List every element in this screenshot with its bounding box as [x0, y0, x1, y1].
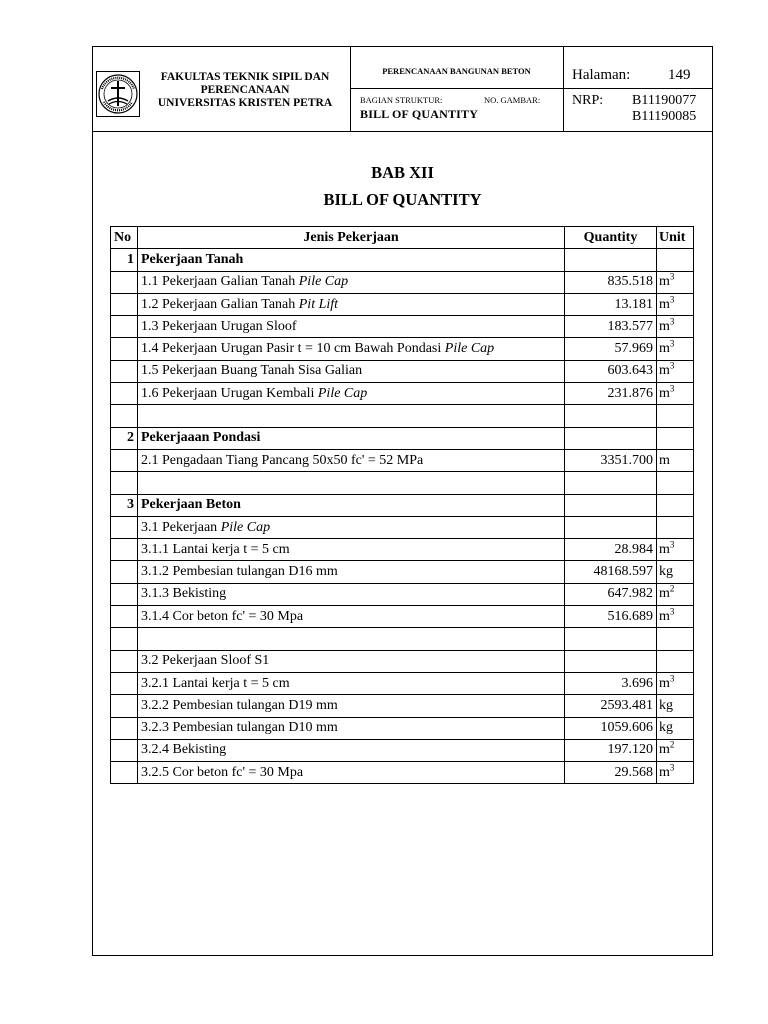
job-text-italic: Pit Lift	[298, 296, 339, 312]
row-number	[111, 405, 138, 427]
row-number	[111, 472, 138, 494]
unit-value	[656, 405, 693, 427]
job-text: 1.2 Pekerjaan Galian Tanah	[140, 296, 299, 312]
job-description	[137, 583, 564, 605]
unit-text: kg	[658, 564, 673, 580]
job-text: 1.6 Pekerjaan Urugan Kembali	[140, 385, 318, 401]
unit-text: kg	[658, 697, 673, 713]
halaman-label: Halaman:	[572, 67, 631, 83]
quantity-value: 29.568	[565, 762, 657, 784]
university-seal-logo	[96, 71, 140, 117]
job-description	[137, 516, 564, 538]
row-number	[111, 271, 138, 293]
page-number: 149	[668, 67, 691, 83]
quantity-value: 28.984	[565, 539, 657, 561]
job-description	[137, 672, 564, 694]
table-row	[111, 360, 694, 382]
row-number	[111, 717, 138, 739]
job-description	[137, 695, 564, 717]
unit-text: m	[658, 452, 670, 468]
job-description	[137, 360, 564, 382]
unit-text: m	[658, 586, 670, 602]
quantity-value: 603.643	[565, 360, 657, 382]
row-number	[111, 606, 138, 628]
unit-value	[656, 606, 693, 628]
unit-value	[656, 383, 693, 405]
job-description	[137, 427, 564, 449]
unit-value	[656, 360, 693, 382]
job-description	[137, 494, 564, 516]
job-text: 3.2.4 Bekisting	[140, 742, 227, 758]
job-description	[137, 739, 564, 761]
job-text: Pekerjaaan Pondasi	[140, 430, 261, 446]
institution-line-1: FAKULTAS TEKNIK SIPIL DAN	[160, 71, 330, 83]
row-number	[111, 316, 138, 338]
nrp-value-1: B11190077	[632, 93, 697, 108]
col-header-unit: Unit	[656, 227, 693, 249]
table-body	[111, 249, 694, 784]
table-row	[111, 739, 694, 761]
unit-value	[656, 249, 693, 271]
job-text: 1.5 Pekerjaan Buang Tanah Sisa Galian	[140, 363, 363, 379]
unit-text: m	[658, 764, 670, 780]
table-row	[111, 628, 694, 650]
unit-exponent: 3	[669, 360, 675, 371]
nrp-label: NRP:	[572, 93, 604, 108]
quantity-value	[565, 628, 657, 650]
col-header-job: Jenis Pekerjaan	[137, 227, 564, 249]
unit-text: m	[658, 385, 670, 401]
unit-value	[656, 271, 693, 293]
job-description	[137, 405, 564, 427]
quantity-value: 197.120	[565, 739, 657, 761]
unit-value	[656, 628, 693, 650]
quantity-value: 516.689	[565, 606, 657, 628]
unit-text: m	[658, 341, 670, 357]
unit-value	[656, 539, 693, 561]
row-number	[111, 695, 138, 717]
job-description	[137, 249, 564, 271]
unit-value	[656, 650, 693, 672]
table-row	[111, 717, 694, 739]
table-row	[111, 316, 694, 338]
quantity-value: 3351.700	[565, 449, 657, 471]
job-text: 3.2.3 Pembesian tulangan D10 mm	[140, 720, 338, 736]
job-description	[137, 539, 564, 561]
unit-text: kg	[658, 720, 673, 736]
unit-text: m	[658, 675, 670, 691]
job-description	[137, 606, 564, 628]
header-divider	[350, 88, 713, 89]
job-text: 3.1.1 Lantai kerja t = 5 cm	[140, 541, 290, 557]
job-text: 3.2 Pekerjaan Sloof S1	[140, 653, 270, 669]
unit-text: m	[658, 541, 670, 557]
table-row	[111, 539, 694, 561]
table-row	[111, 293, 694, 315]
quantity-value: 48168.597	[565, 561, 657, 583]
unit-exponent: 2	[669, 583, 675, 594]
row-number	[111, 650, 138, 672]
job-text: 2.1 Pengadaan Tiang Pancang 50x50 fc' = 52 MPa	[140, 452, 424, 468]
unit-value	[656, 316, 693, 338]
row-number	[111, 628, 138, 650]
job-description	[137, 449, 564, 471]
table-row	[111, 427, 694, 449]
table-row	[111, 472, 694, 494]
job-description	[137, 316, 564, 338]
quantity-value	[565, 249, 657, 271]
chapter-number: BAB XII	[371, 163, 434, 182]
job-text: 3.1.4 Cor beton fc' = 30 Mpa	[140, 608, 304, 624]
unit-exponent: 3	[669, 672, 675, 683]
unit-value	[656, 695, 693, 717]
job-text: Pekerjaan Tanah	[140, 251, 244, 267]
job-text-italic: Pile Cap	[444, 341, 495, 357]
table-row	[111, 494, 694, 516]
job-text: 3.2.1 Lantai kerja t = 5 cm	[140, 675, 290, 691]
row-number	[111, 561, 138, 583]
job-description	[137, 472, 564, 494]
institution-line-3: UNIVERSITAS KRISTEN PETRA	[157, 97, 333, 109]
unit-exponent: 2	[669, 739, 675, 750]
quantity-value: 835.518	[565, 271, 657, 293]
table-row	[111, 383, 694, 405]
job-description	[137, 762, 564, 784]
col-header-no: No	[111, 227, 138, 249]
row-number	[111, 739, 138, 761]
table-row	[111, 606, 694, 628]
job-description	[137, 293, 564, 315]
bagian-label: BAGIAN STRUKTUR:	[360, 95, 443, 105]
table-row	[111, 449, 694, 471]
job-description	[137, 561, 564, 583]
row-number: 1	[111, 249, 138, 271]
unit-value	[656, 717, 693, 739]
no-gambar-label: NO. GAMBAR:	[484, 95, 541, 105]
unit-value	[656, 561, 693, 583]
job-description	[137, 717, 564, 739]
quantity-value: 647.982	[565, 583, 657, 605]
unit-value	[656, 583, 693, 605]
quantity-value	[565, 650, 657, 672]
row-number	[111, 449, 138, 471]
job-text: Pekerjaan Beton	[140, 497, 241, 513]
header-separator	[92, 131, 713, 132]
quantity-value: 3.696	[565, 672, 657, 694]
chapter-title: BILL OF QUANTITY	[323, 190, 482, 209]
table-header-row	[111, 227, 694, 249]
table-row	[111, 762, 694, 784]
table-row	[111, 695, 694, 717]
unit-text: m	[658, 742, 670, 758]
row-number	[111, 539, 138, 561]
quantity-value: 1059.606	[565, 717, 657, 739]
unit-value	[656, 739, 693, 761]
job-text: 1.1 Pekerjaan Galian Tanah	[140, 274, 299, 290]
table-row	[111, 650, 694, 672]
table-row	[111, 561, 694, 583]
unit-value	[656, 449, 693, 471]
job-description	[137, 628, 564, 650]
row-number	[111, 672, 138, 694]
job-description	[137, 650, 564, 672]
job-text: 3.2.5 Cor beton fc' = 30 Mpa	[140, 764, 304, 780]
unit-text: m	[658, 363, 670, 379]
nrp-value-2: B11190085	[632, 109, 697, 124]
unit-exponent: 3	[669, 271, 675, 282]
job-description	[137, 383, 564, 405]
row-number	[111, 762, 138, 784]
unit-value	[656, 516, 693, 538]
quantity-value: 183.577	[565, 316, 657, 338]
unit-exponent: 3	[669, 338, 675, 349]
job-text-italic: Pile Cap	[317, 385, 368, 401]
unit-value	[656, 472, 693, 494]
row-number	[111, 293, 138, 315]
unit-value	[656, 293, 693, 315]
unit-exponent: 3	[669, 606, 675, 617]
quantity-value: 13.181	[565, 293, 657, 315]
job-text: 1.4 Pekerjaan Urugan Pasir t = 10 cm Bawah Pondasi	[140, 341, 445, 357]
unit-text: m	[658, 318, 670, 334]
job-text: 3.1.3 Bekisting	[140, 586, 227, 602]
quantity-value: 57.969	[565, 338, 657, 360]
quantity-value	[565, 405, 657, 427]
unit-exponent: 3	[669, 293, 675, 304]
job-description	[137, 271, 564, 293]
quantity-value: 2593.481	[565, 695, 657, 717]
quantity-value	[565, 472, 657, 494]
quantity-value	[565, 427, 657, 449]
unit-exponent: 3	[669, 383, 675, 394]
row-number	[111, 338, 138, 360]
table-row	[111, 583, 694, 605]
row-number: 2	[111, 427, 138, 449]
unit-value	[656, 338, 693, 360]
section-title: BILL OF QUANTITY	[360, 107, 479, 121]
unit-value	[656, 672, 693, 694]
table-row	[111, 405, 694, 427]
unit-text: m	[658, 274, 670, 290]
table-row	[111, 271, 694, 293]
table-row	[111, 338, 694, 360]
unit-value	[656, 427, 693, 449]
quantity-value	[565, 516, 657, 538]
project-title: PERENCANAAN BANGUNAN BETON	[382, 66, 531, 76]
row-number	[111, 360, 138, 382]
row-number	[111, 516, 138, 538]
row-number	[111, 583, 138, 605]
job-text: 3.1 Pekerjaan	[140, 519, 221, 535]
unit-text: m	[658, 296, 670, 312]
quantity-value: 231.876	[565, 383, 657, 405]
unit-exponent: 3	[669, 762, 675, 773]
institution-name	[140, 71, 350, 110]
job-description	[137, 338, 564, 360]
row-number: 3	[111, 494, 138, 516]
unit-value	[656, 762, 693, 784]
row-number	[111, 383, 138, 405]
bill-of-quantity-table	[110, 226, 694, 784]
table-row	[111, 672, 694, 694]
job-text: 1.3 Pekerjaan Urugan Sloof	[140, 318, 297, 334]
quantity-value	[565, 494, 657, 516]
institution-line-2: PERENCANAAN	[200, 84, 290, 96]
table-row	[111, 249, 694, 271]
unit-value	[656, 494, 693, 516]
unit-exponent: 3	[669, 539, 675, 550]
job-text-italic: Pile Cap	[220, 519, 271, 535]
job-text: 3.1.2 Pembesian tulangan D16 mm	[140, 564, 338, 580]
unit-exponent: 3	[669, 316, 675, 327]
job-text: 3.2.2 Pembesian tulangan D19 mm	[140, 697, 338, 713]
unit-text: m	[658, 608, 670, 624]
col-header-quantity: Quantity	[565, 227, 657, 249]
table-row	[111, 516, 694, 538]
job-text-italic: Pile Cap	[298, 274, 349, 290]
